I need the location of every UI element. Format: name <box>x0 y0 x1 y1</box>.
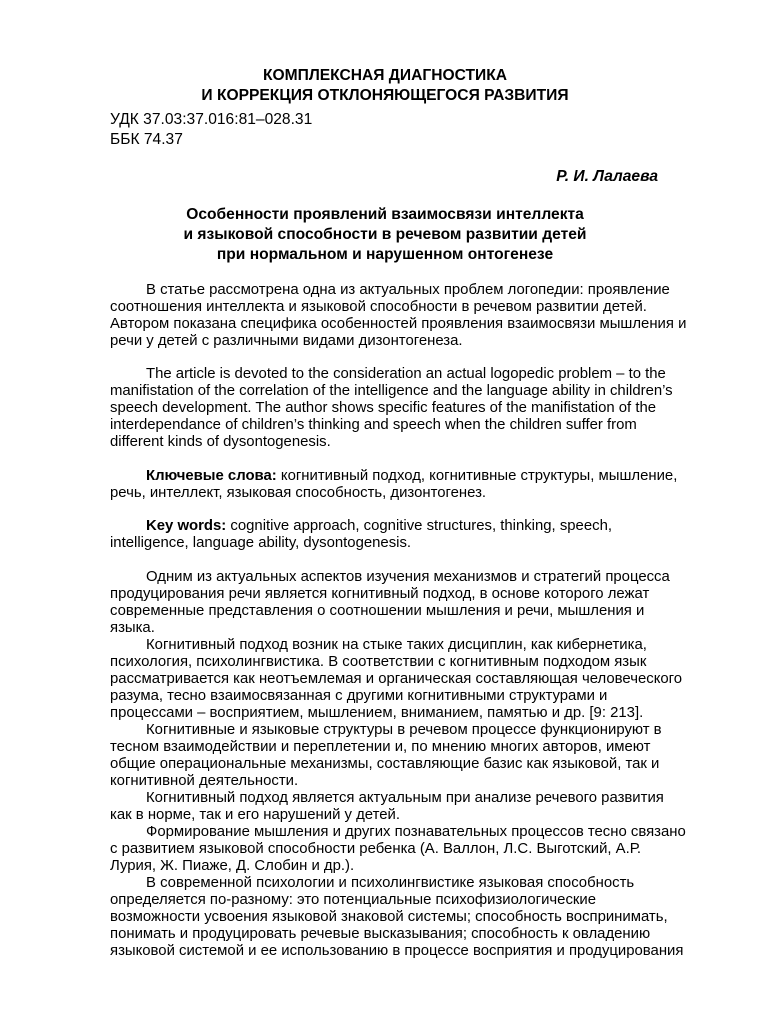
section-heading-line: КОМПЛЕКСНАЯ ДИАГНОСТИКА <box>262 67 508 84</box>
abstract-english <box>110 366 673 451</box>
keywords-text: cognitive approach, cognitive structures, thinking, speech, <box>226 518 612 534</box>
body-text <box>110 569 686 960</box>
text-line: разума, тесно взаимосвязанная с другими когнитивными структурами и <box>110 688 608 704</box>
text-line: как в норме, так и его нарушений у детей. <box>110 807 400 823</box>
text-line: с развитием языковой способности ребенка (А. Валлон, Л.С. Выготский, А.Р. <box>110 841 642 857</box>
keywords-label: Key words: <box>146 518 227 534</box>
text-line: В современной психологии и психолингвистике языковая способность <box>146 875 635 891</box>
text-line: Лурия, Ж. Пиаже, Д. Слобин и др.). <box>110 858 355 874</box>
article-title-line: при нормальном и нарушенном онтогенезе <box>216 246 554 263</box>
text-line: соотношения интеллекта и языковой способности в речевом развитии детей. <box>110 299 647 315</box>
text-line: interdependance of children’s thinking and speech when the children suffer from <box>110 417 637 433</box>
keywords-russian <box>110 468 678 502</box>
article-title-line: и языковой способности в речевом развитии детей <box>183 226 587 243</box>
text-line: speech development. The author shows specific features of the manifistation of the <box>110 400 657 416</box>
abstract-russian <box>110 282 687 350</box>
keywords-text: когнитивный подход, когнитивные структуры, мышление, <box>276 468 678 484</box>
text-line: В статье рассмотрена одна из актуальных проблем логопедии: проявление <box>146 282 670 298</box>
text-line: Формирование мышления и других познавательных процессов тесно связано <box>146 824 686 840</box>
text-line: возможности усвоения языковой знаковой системы; способность воспринимать, <box>110 909 668 925</box>
udk-code: УДК 37.03:37.016:81–028.31 <box>110 111 313 128</box>
author-name: Р. И. Лалаева <box>556 168 658 185</box>
bbk-code: ББК 74.37 <box>110 131 183 148</box>
text-line: different kinds of dysontogenesis. <box>110 434 331 450</box>
text-line: когнитивной деятельности. <box>110 773 299 789</box>
text-line: языковой системой и ее использованию в процессе восприятия и продуцирования <box>110 943 684 959</box>
text-line: Когнитивный подход возник на стыке таких дисциплин, как кибернетика, <box>146 637 647 653</box>
text-line: Одним из актуальных аспектов изучения механизмов и стратегий процесса <box>146 569 670 585</box>
text-line: современные представления о соотношении мышления и речи, мышления и <box>110 603 645 619</box>
text-line: общие операциональные механизмы, составляющие базис как языковой, так и <box>110 756 660 772</box>
text-line: психология, психолингвистика. В соответствии с когнитивным подходом язык <box>110 654 647 670</box>
text-line: тесном взаимодействии и переплетении и, по мнению многих авторов, имеют <box>110 739 651 755</box>
text-line: The article is devoted to the consideration an actual logopedic problem – to the <box>146 366 666 382</box>
text-line: понимать и продуцировать речевые высказывания; способность к овладению <box>110 926 651 942</box>
section-heading-line: И КОРРЕКЦИЯ ОТКЛОНЯЮЩЕГОСЯ РАЗВИТИЯ <box>201 87 569 104</box>
text-line: речи у детей с различными видами дизонтогенеза. <box>110 333 463 349</box>
text-line <box>110 518 670 535</box>
text-line: речь, интеллект, языковая способность, дизонтогенез. <box>110 485 487 501</box>
text-line: продуцирования речи является когнитивный подход, в основе которого лежат <box>110 586 650 602</box>
text-line: Когнитивные и языковые структуры в речевом процессе функционируют в <box>146 722 662 738</box>
article-title <box>110 205 660 265</box>
text-line: manifistation of the correlation of the intelligence and the language ability in children’s <box>110 383 673 399</box>
keywords-english <box>110 518 670 552</box>
text-line: Автором показана специфика особенностей проявления взаимосвязи мышления и <box>110 316 687 332</box>
text-line: определяется по-разному: это потенциальные психофизиологические <box>110 892 597 908</box>
text-line: рассматривается как неотъемлемая и органическая составляющая человеческого <box>110 671 683 687</box>
text-line: языка. <box>110 620 155 636</box>
article-title-line: Особенности проявлений взаимосвязи интеллекта <box>186 206 584 223</box>
section-heading <box>110 66 660 106</box>
classification-codes <box>110 110 312 150</box>
text-line: процессами – восприятием, мышлением, вниманием, памятью и др. [9: 213]. <box>110 705 644 721</box>
text-line: Когнитивный подход является актуальным при анализе речевого развития <box>146 790 664 806</box>
keywords-label: Ключевые слова: <box>146 468 277 484</box>
text-line: intelligence, language ability, dysontogenesis. <box>110 535 412 551</box>
text-line <box>110 468 678 485</box>
